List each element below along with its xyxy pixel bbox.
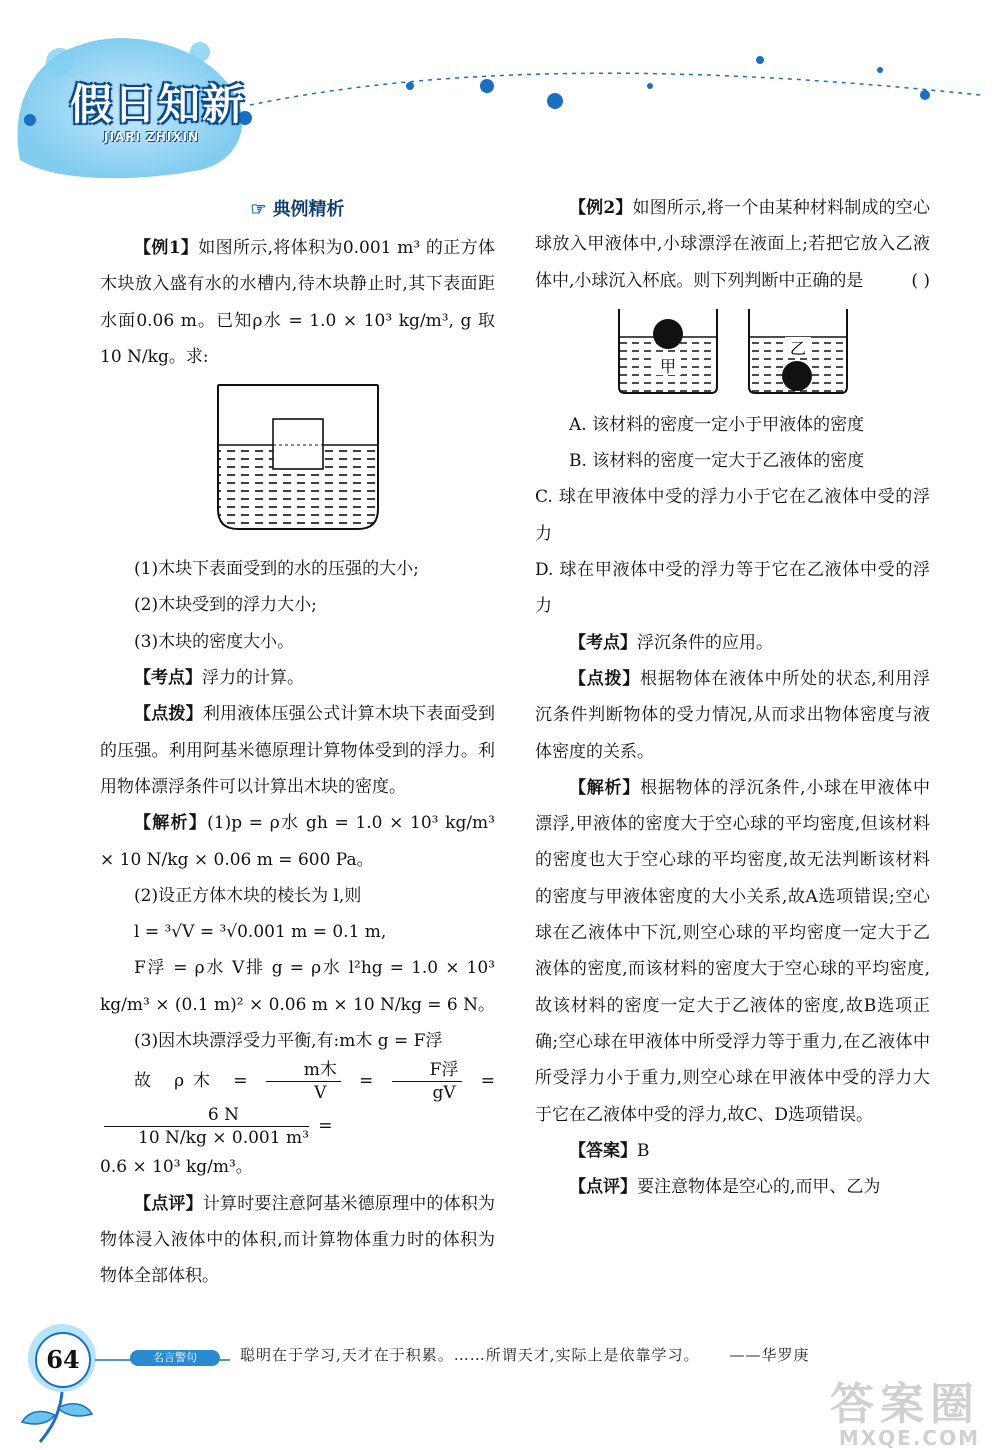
answer-text: B — [637, 1140, 650, 1161]
figure-water-tank — [100, 383, 495, 543]
jiexi-text: 根据物体的浮沉条件,小球在甲液体中漂浮,甲液体的密度大于空心球的平均密度,但该材料的密度也大于空心球的平均密度,故无法判断该材料的密度与甲液体密度的大小关系,故A选项错误;空心球在乙液体中下沉,则空心球的平均密度一定大于乙液体的密度,而该材料的密度大于空心球的平均密度,故该材料的密度一定大于乙液体的密度,故B选项正确;空心球在甲液体中所受浮力等于重力,在乙液体中所受浮力小于重力,则空心球在甲液体中受的浮力大于它在乙液体中受的浮力,故C、D选项错误。 — [535, 777, 931, 1125]
beaker-label-a: 甲 — [659, 356, 677, 376]
fraction-1-denominator: V — [314, 1083, 327, 1104]
dianbo-label: 【点拨】 — [569, 668, 641, 689]
kaodian-text: 浮沉条件的应用。 — [637, 632, 773, 653]
question-2: (2)木块受到的浮力大小; — [134, 595, 317, 616]
page-footer — [0, 1320, 1000, 1450]
options-list — [535, 407, 930, 625]
left-column — [100, 190, 495, 1295]
beaker-label-b: 乙 — [789, 338, 807, 358]
dianping-text: 计算时要注意阿基米德原理中的体积为物体浸入液体中的体积,而计算物体重力时的体积为物体全部体积。 — [100, 1193, 496, 1287]
section-title-text: 典例精析 — [272, 199, 345, 220]
example-2-label: 【例2】 — [569, 198, 633, 218]
dianping-text: 要注意物体是空心的,而甲、乙为 — [637, 1177, 881, 1198]
dianbo-2 — [535, 661, 930, 770]
page-number: 64 — [35, 1332, 91, 1388]
example-2-question — [535, 190, 930, 299]
jiexi-3c: 0.6 × 10³ kg/m³。 — [100, 1157, 253, 1178]
jiexi-2b: l = ³√V = ³√0.001 m = 0.1 m, — [134, 922, 387, 943]
fraction-2 — [392, 1059, 463, 1104]
jiexi-2a: (2)设正方体木块的棱长为 l,则 — [134, 885, 362, 906]
formula-prefix: 故 ρ木 = — [134, 1071, 262, 1092]
kaodian-2 — [535, 625, 930, 661]
option-b: B. 该材料的密度一定大于乙液体的密度 — [569, 451, 865, 472]
fraction-2-numerator: F浮 — [392, 1059, 463, 1082]
jiexi-2c: F浮 = ρ水 V排 g = ρ水 l²hg = 1.0 × 10³ kg/m³ × (0.1 m)² × 0.06 m × 10 N/kg = 6 N。 — [100, 958, 495, 1015]
example-2-text: 如图所示,将一个由某种材料制成的空心球放入甲液体中,小球漂浮在液面上;若把它放入乙液体中,小球沉入杯底。则下列判断中正确的是 — [535, 198, 930, 291]
kaodian-label: 【考点】 — [134, 668, 202, 689]
kaodian-1 — [100, 660, 495, 696]
question-3: (3)木块的密度大小。 — [134, 631, 295, 652]
section-title — [100, 190, 495, 230]
question-1: (1)木块下表面受到的水的压强的大小; — [134, 559, 419, 580]
quote-badge: 名言警句 — [130, 1350, 220, 1366]
fraction-1-numerator: m木 — [266, 1059, 341, 1082]
flower-decoration — [0, 1320, 240, 1444]
jiexi-label: 【解析】 — [569, 777, 641, 798]
kaodian-label: 【考点】 — [569, 632, 637, 653]
option-a: A. 该材料的密度一定小于甲液体的密度 — [569, 414, 865, 435]
fraction-3-denominator: 10 N/kg × 0.001 m³ — [138, 1128, 309, 1149]
jiexi-part-1: (1)p = ρ水 gh = 1.0 × 10³ kg/m³ × 10 N/kg × 0.06 m = 600 Pa。 — [100, 813, 495, 870]
dianbo-text: 利用液体压强公式计算木块下表面受到的压强。利用阿基米德原理计算物体受到的浮力。利用物体漂浮条件可以计算出木块的密度。 — [100, 704, 496, 797]
fraction-3 — [104, 1104, 309, 1149]
answer — [535, 1133, 930, 1169]
watermark-url: MXQE.COM — [838, 1426, 980, 1450]
example-1-label: 【例1】 — [134, 238, 199, 258]
option-c: C. 球在甲液体中受的浮力小于它在乙液体中受的浮力 — [535, 487, 930, 544]
dianping-2 — [535, 1169, 930, 1205]
jiexi-label: 【解析】 — [134, 813, 208, 834]
water-tank-diagram — [100, 383, 495, 543]
dianbo-1 — [100, 696, 495, 805]
page-header — [0, 0, 1000, 180]
example-1-question — [100, 230, 495, 375]
answer-paren: ( ) — [911, 270, 930, 291]
beakers-diagram — [535, 307, 930, 399]
watermark — [830, 1368, 980, 1450]
jiexi-3b: 故 ρ木 = $\frac{\text{m木}}{V}$ = $\frac{\text{F浮}}{gV}$ = $\frac{6 N}{\text{10 N/kg × 0.001 m³}}$ = — [100, 1059, 495, 1149]
brand-subtitle: JIARI ZHIXIN — [104, 130, 200, 144]
footer-quote — [240, 1344, 940, 1365]
quote-author: ——华罗庚 — [729, 1346, 810, 1364]
jiexi-3a: (3)因木块漂浮受力平衡,有:m木 g = F浮 — [134, 1031, 443, 1052]
dianbo-label: 【点拨】 — [134, 704, 203, 725]
right-column — [535, 190, 930, 1205]
example-1-text: 如图所示,将体积为0.001 m³ 的正方体木块放入盛有水的水槽内,待木块静止时,其下表面距水面0.06 m。已知ρ水 = 1.0 × 10³ kg/m³, g 取10 N/kg。求: — [100, 238, 495, 367]
watermark-text: 答案圈 — [830, 1379, 980, 1430]
pointing-hand-icon: ☞ — [250, 199, 267, 220]
fraction-3-numerator: 6 N — [104, 1104, 309, 1127]
jiexi-1 — [100, 805, 495, 878]
option-d: D. 球在甲液体中受的浮力等于它在乙液体中受的浮力 — [535, 560, 930, 617]
brand-title: 假日知新 — [70, 80, 247, 129]
brand-logo — [70, 72, 246, 144]
answer-label: 【答案】 — [569, 1140, 637, 1161]
dianping-label: 【点评】 — [569, 1177, 637, 1198]
kaodian-text: 浮力的计算。 — [202, 668, 304, 689]
figure-two-beakers — [535, 307, 930, 399]
quote-text: 聪明在于学习,天才在于积累。……所谓天才,实际上是依靠学习。 — [240, 1346, 700, 1364]
dianbo-text: 根据物体在液体中所处的状态,利用浮沉条件判断物体的受力情况,从而求出物体密度与液体密度的关系。 — [535, 668, 931, 762]
fraction-1 — [266, 1059, 341, 1104]
dianping-label: 【点评】 — [134, 1193, 203, 1214]
dianping-1 — [100, 1186, 495, 1295]
jiexi-2 — [535, 770, 930, 1133]
fraction-2-denominator: gV — [432, 1083, 456, 1104]
